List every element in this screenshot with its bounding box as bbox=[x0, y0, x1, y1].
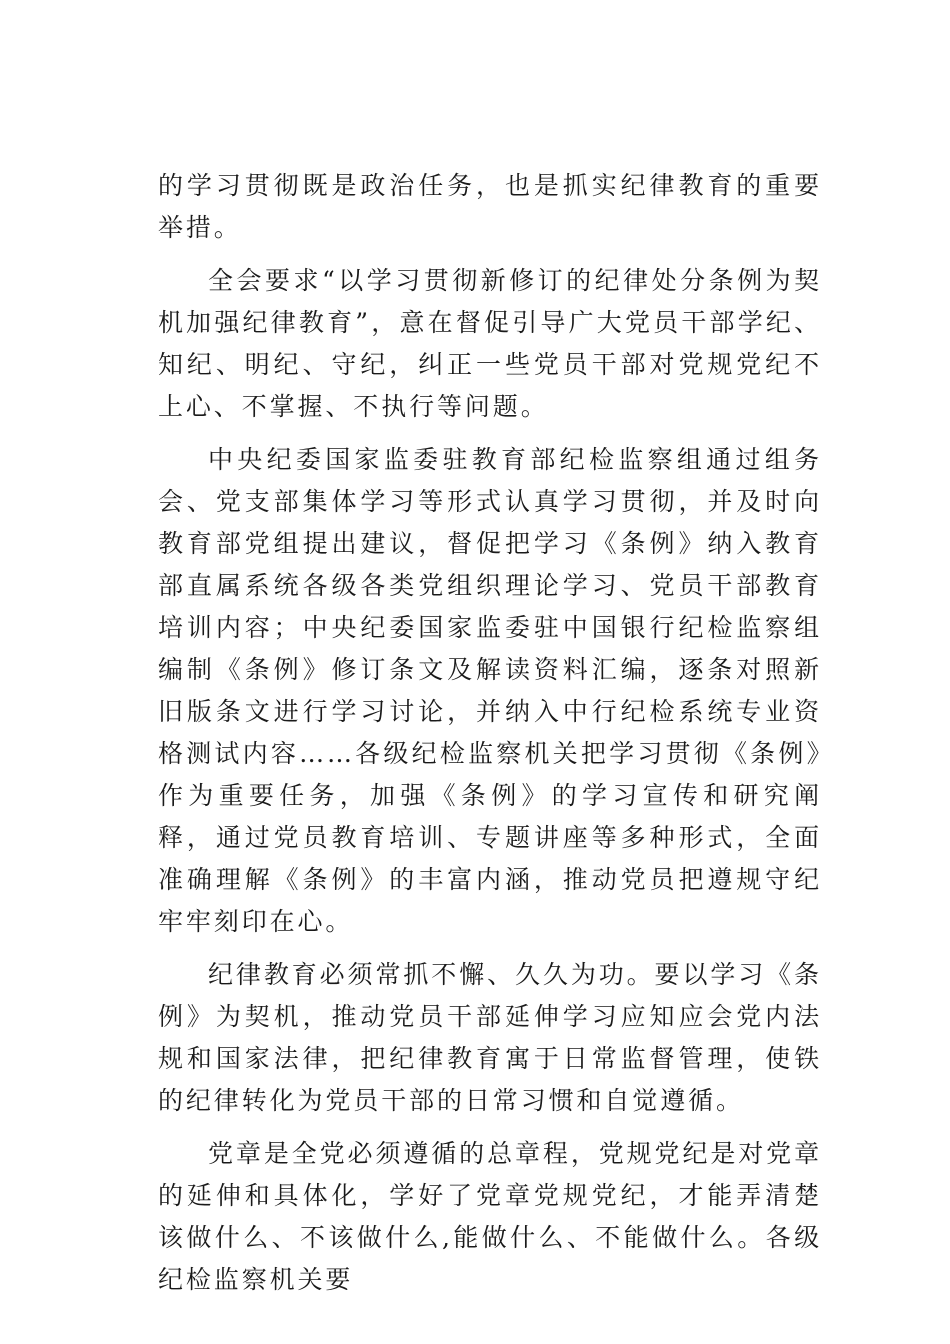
paragraph-plenary-requirement: 全会要求“以学习贯彻新修订的纪律处分条例为契机加强纪律教育”，意在督促引导广大党员干部学纪、知纪、明纪、守纪，纠正一些党员干部对党规党纪不上心、不掌握、不执行等问题。 bbox=[158, 266, 822, 421]
paragraph-continuation: 的学习贯彻既是政治任务，也是抓实纪律教育的重要举措。 bbox=[158, 171, 822, 242]
paragraph-party-constitution: 党章是全党必须遵循的总章程，党规党纪是对党章的延伸和具体化，学好了党章党规党纪，才能弄清楚该做什么、不该做什么,能做什么、不能做什么。各级纪检监察机关要 bbox=[158, 1139, 822, 1294]
document-body bbox=[158, 165, 822, 1312]
paragraph-supervision-groups: 中央纪委国家监委驻教育部纪检监察组通过组务会、党支部集体学习等形式认真学习贯彻，并及时向教育部党组提出建议，督促把学习《条例》纳入教育部直属系统各级各类党组织理论学习、党员干部教育培训内容；中央纪委国家监委驻中国银行纪检监察组编制《条例》修订条文及解读资料汇编，逐条对照新旧版条文进行学习讨论，并纳入中行纪检系统专业资格测试内容……各级纪检监察机关把学习贯彻《条例》作为重要任务，加强《条例》的学习宣传和研究阐释，通过党员教育培训、专题讲座等多种形式，全面准确理解《条例》的丰富内涵，推动党员把遵规守纪牢牢刻印在心。 bbox=[158, 445, 822, 936]
paragraph-discipline-education: 纪律教育必须常抓不懈、久久为功。要以学习《条例》为契机，推动党员干部延伸学习应知应会党内法规和国家法律，把纪律教育寓于日常监督管理，使铁的纪律转化为党员干部的日常习惯和自觉遵循。 bbox=[158, 960, 822, 1115]
